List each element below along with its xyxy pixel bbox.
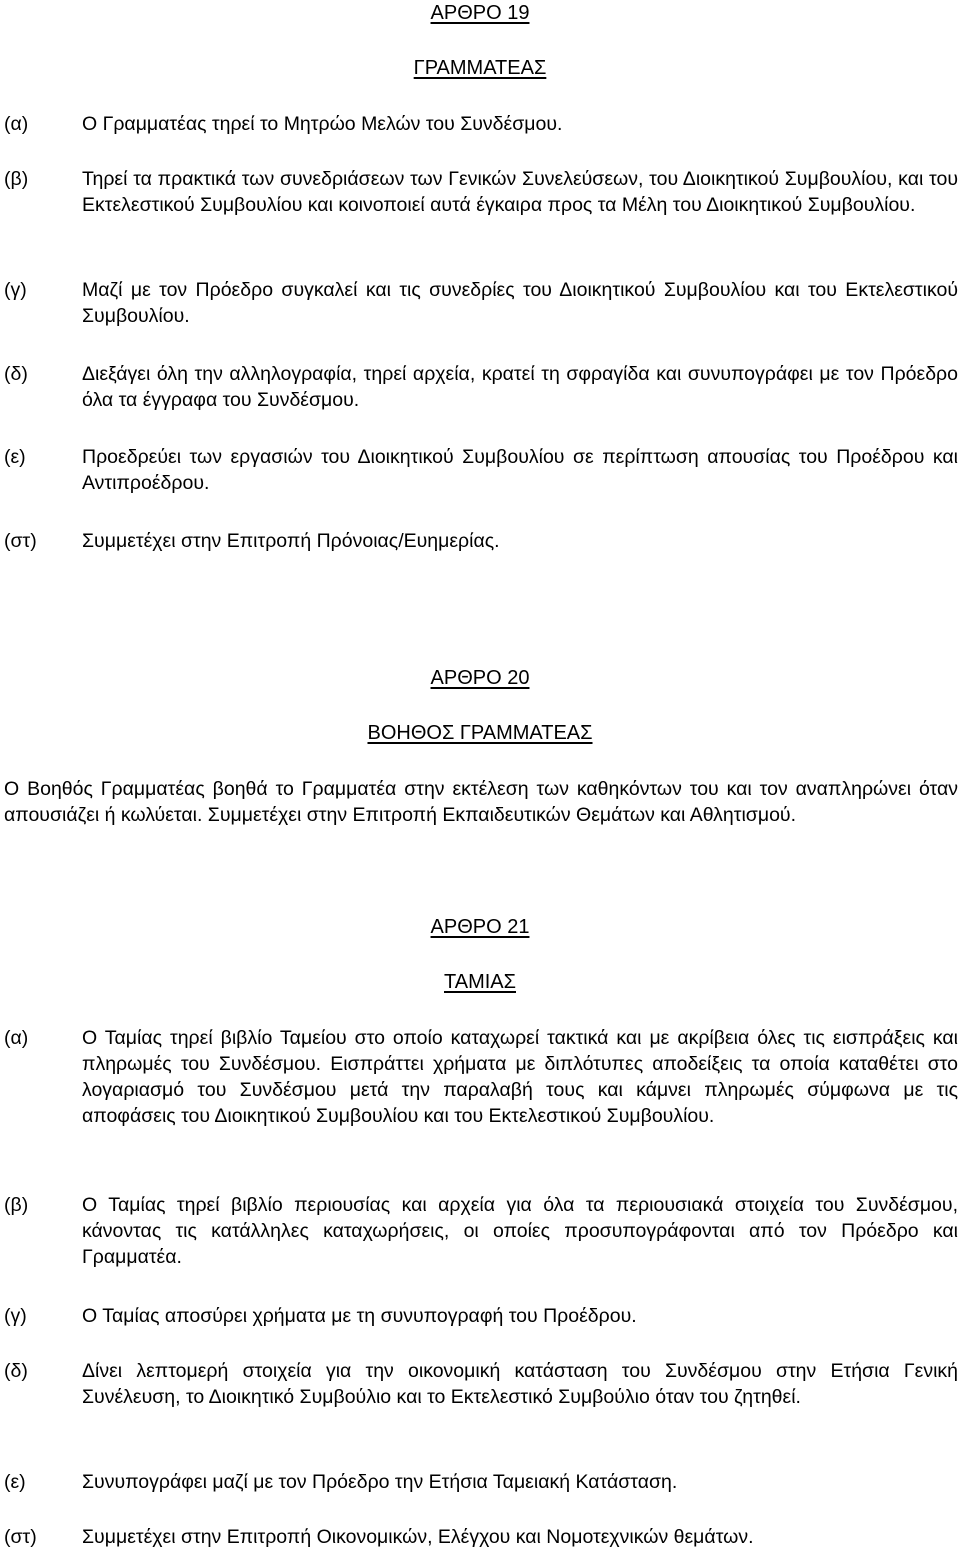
- item-marker: (γ): [4, 279, 27, 301]
- item-marker: (στ): [4, 1526, 37, 1548]
- item-text: Συνυπογράφει μαζί με τον Πρόεδρο την Ετήσια Ταμειακή Κατάσταση.: [82, 1471, 678, 1493]
- item-marker: (δ): [4, 363, 28, 385]
- item-text: Διεξάγει όλη την αλληλογραφία, τηρεί αρχεία, κρατεί τη σφραγίδα και συνυπογράφει με τον Πρόεδρο όλα τα έγγραφα του Συνδέσμου.: [82, 363, 958, 411]
- item-marker: (α): [4, 1027, 29, 1049]
- item-text: Συμμετέχει στην Επιτροπή Πρόνοιας/Ευημερίας.: [82, 530, 500, 552]
- item-marker: (ε): [4, 446, 26, 468]
- article-21-heading: ΑΡΘΡΟ 21: [430, 916, 530, 938]
- item-text: Δίνει λεπτομερή στοιχεία για την οικονομική κατάσταση του Συνδέσμου στην Ετήσια Γενική Συνέλευση, το Διοικητικό Συμβούλιο και το Εκτελεστικό Συμβούλιο όταν του ζητηθεί.: [82, 1360, 958, 1408]
- item-marker: (ε): [4, 1471, 26, 1493]
- item-marker: (α): [4, 113, 29, 135]
- item-text: Ο Ταμίας τηρεί βιβλίο Ταμείου στο οποίο καταχωρεί τακτικά και με ακρίβεια όλες τις εισπράξεις και πληρωμές του Συνδέσμου. Εισπράττει χρήματα με διπλότυπες αποδείξεις τα οποία καταθέτει στο λογαριασμό του Συνδέσμου μετά την παραλαβή τους και κάμνει πληρωμές σύμφωνα με τις αποφάσεις του Διοικητικού Συμβουλίου και του Εκτελεστικού Συμβουλίου.: [82, 1027, 958, 1127]
- item-marker: (β): [4, 168, 29, 190]
- item-marker: (γ): [4, 1305, 27, 1327]
- item-text: Ο Ταμίας αποσύρει χρήματα με τη συνυπογραφή του Προέδρου.: [82, 1305, 637, 1327]
- item-marker: (δ): [4, 1360, 28, 1382]
- item-marker: (στ): [4, 530, 37, 552]
- item-text: Τηρεί τα πρακτικά των συνεδριάσεων των Γενικών Συνελεύσεων, του Διοικητικού Συμβουλίου, και του Εκτελεστικού Συμβουλίου και κοινοποιεί αυτά έγκαιρα προς τα Μέλη του Διοικητικού Συμβουλίου.: [82, 168, 958, 216]
- article-21-title: ΤΑΜΙΑΣ: [444, 971, 516, 993]
- item-text: Μαζί με τον Πρόεδρο συγκαλεί και τις συνεδρίες του Διοικητικού Συμβουλίου και του Εκτελεστικού Συμβουλίου.: [82, 279, 958, 327]
- item-text: Ο Ταμίας τηρεί βιβλίο περιουσίας και αρχεία για όλα τα περιουσιακά στοιχεία του Συνδέσμου, κάνοντας τις κατάλληλες καταχωρήσεις, οι οποίες προσυπογράφονται από τον Πρόεδρο και Γραμματέα.: [82, 1194, 958, 1268]
- item-text: Προεδρεύει των εργασιών του Διοικητικού Συμβουλίου σε περίπτωση απουσίας του Προέδρου και Αντιπροέδρου.: [82, 446, 958, 494]
- article-19-title: ΓΡΑΜΜΑΤΕΑΣ: [413, 57, 547, 79]
- article-20-title: ΒΟΗΘΟΣ ΓΡΑΜΜΑΤΕΑΣ: [367, 722, 593, 744]
- item-marker: (β): [4, 1194, 29, 1216]
- item-text: Συμμετέχει στην Επιτροπή Οικονομικών, Ελέγχου και Νομοτεχνικών θεμάτων.: [82, 1526, 754, 1548]
- article-20-heading: ΑΡΘΡΟ 20: [430, 667, 530, 689]
- article-20-paragraph: Ο Βοηθός Γραμματέας βοηθά το Γραμματέα στην εκτέλεση των καθηκόντων του και τον αναπληρώνει όταν απουσιάζει ή κωλύεται. Συμμετέχει στην Επιτροπή Εκπαιδευτικών Θεμάτων και Αθλητισμού.: [4, 778, 958, 826]
- article-19-heading: ΑΡΘΡΟ 19: [430, 2, 530, 24]
- item-text: Ο Γραμματέας τηρεί το Μητρώο Μελών του Συνδέσμου.: [82, 113, 563, 135]
